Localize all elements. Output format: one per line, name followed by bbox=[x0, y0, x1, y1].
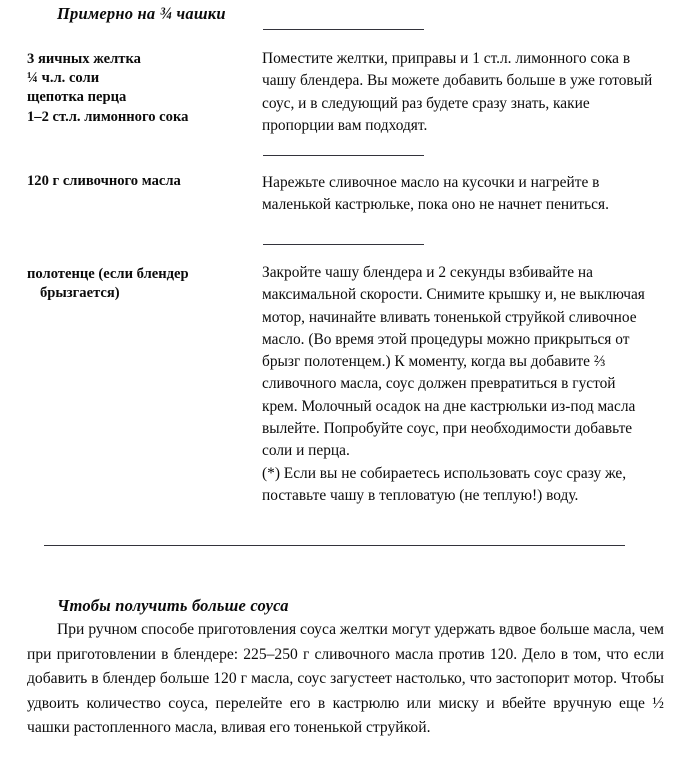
section-end-rule bbox=[44, 545, 625, 546]
ingredient-list bbox=[27, 265, 252, 303]
section-divider-rule bbox=[263, 29, 424, 30]
instruction-footnote: (*) Если вы не собираетесь использовать соус сразу же, поставьте чашу в тепловатую (не теплую!) воду. bbox=[262, 464, 627, 504]
section-divider-rule bbox=[263, 155, 424, 156]
ingredient-list bbox=[27, 50, 252, 127]
ingredient-item: 3 яичных желтка bbox=[27, 51, 141, 67]
instruction-text: Нарежьте сливочное масло на кусочки и нагрейте в маленькой кастрюльке, пока оно не начнет пениться. bbox=[262, 174, 609, 214]
subsection-title-more-sauce: Чтобы получить больше соуса bbox=[57, 596, 289, 615]
ingredient-item: 120 г сливочного масла bbox=[27, 173, 181, 189]
instruction-text: Закройте чашу блендера и 2 секунды взбивайте на максимальной скорости. Снимите крышку и, не выключая мотор, начинайте вливать тоненькой струйкой сливочное масло. (Во время этой процедуры можно прикрыться от брызг полотенцем.) К моменту, когда вы добавите ⅔ сливочного масла, соус должен превратиться в густой крем. Молочный осадок на дне кастрюльки из-под масла вылейте. Попробуйте соус, при необходимости добавьте соли и перца. bbox=[262, 264, 645, 460]
page-title-yield: Примерно на ¾ чашки bbox=[57, 4, 226, 23]
closing-paragraph: При ручном способе приготовления соуса желтки могут удержать вдвое больше масла, чем при приготовлении в блендере: 225–250 г сливочного масла против 120. Дело в том, что если добавить в блендер больше 120 г масла, соус загустеет настолько, что застопорит мотор. Чтобы удвоить количество соуса, перелейте его в кастрюлю или миску и вбейте вручную еще ½ чашки растопленного масла, вливая его тоненькой струйкой. bbox=[27, 621, 664, 737]
ingredient-item: 1–2 ст.л. лимонного сока bbox=[27, 108, 189, 125]
ingredient-item: брызгается) bbox=[40, 285, 120, 302]
instruction-text: Поместите желтки, приправы и 1 ст.л. лимонного сока в чашу блендера. Вы можете добавить больше в уже готовый соус, и в следующий раз будете сразу знать, какие пропорции вам подходят. bbox=[262, 50, 653, 134]
ingredient-item: щепотка перца bbox=[27, 89, 127, 106]
ingredient-item: ¼ ч.л. соли bbox=[27, 70, 100, 87]
ingredient-list bbox=[27, 172, 252, 191]
section-divider-rule bbox=[263, 244, 424, 245]
ingredient-item: полотенце (если блендер bbox=[27, 266, 189, 282]
instruction-text-group bbox=[262, 262, 654, 507]
